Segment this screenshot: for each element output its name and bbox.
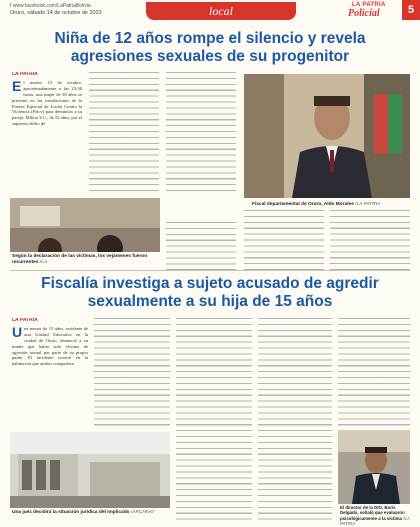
brand-name: LA PATRIA <box>352 2 386 8</box>
article1-column-1 <box>12 72 82 194</box>
article2-lead: na menor de 15 años, residente de una Unidad Educativa en la ciudad de Oruro, denunció a su madre que había sido víctima de agresión sexual por parte de su propio padre. El incidente ocurrió en la habitación que ambos compartían <box>12 325 88 367</box>
social-link[interactable]: f www.facebook.com/LaPatriaBolivia <box>10 3 91 9</box>
article2-column-3 <box>176 318 252 522</box>
edition-date: Oruro, sábado 14 de octubre de 2023 <box>10 10 102 16</box>
article1-column-3 <box>166 72 236 194</box>
article2-photo2-caption: El director de la DIO, Boris Delgado, señaló que evaluaron psicológicamente a la víctima /LA PATRIA <box>340 505 410 526</box>
article1-headline: Niña de 12 años rompe el silencio y revela agresiones sexuales de su progenitor <box>54 30 366 65</box>
article2-photo-courthouse <box>10 432 170 508</box>
article2-headline: Fiscalía investiga a sujeto acusado de agredir sexualmente a su hija de 15 años <box>41 275 379 310</box>
brand-section: Policial <box>348 8 380 19</box>
article1-column-2 <box>89 72 159 194</box>
section-tab <box>146 2 296 20</box>
victims-image <box>10 198 160 252</box>
article1-lead: l martes 13 de octubre, aproximadamente a las 23:30 horas, una mujer de 30 años se presentó en las instalaciones de la Fuerza Especial de Lucha Contra la Violencia (Felcv) para denunciar a su pareja, Milton V.C., de 52 años, por el supuesto delito de <box>12 79 82 127</box>
article2-column-5 <box>338 318 410 426</box>
article1-photo-victims <box>10 198 160 252</box>
section-label: local <box>209 4 233 18</box>
article1-column-4 <box>244 210 324 270</box>
article1-photo1-caption: Según la declaración de las víctimas, los vejámenes fueron recurrentes /LA <box>12 254 148 265</box>
article1-column-5 <box>330 210 410 270</box>
article-divider <box>10 270 410 271</box>
article1-column-3b <box>166 222 236 270</box>
article1-photo-prosecutor <box>244 74 410 198</box>
director-image <box>338 430 410 504</box>
article1-dropcap: E <box>12 77 22 94</box>
article2-column-1 <box>12 318 88 430</box>
courthouse-image <box>10 432 170 508</box>
page-number: 5 <box>402 0 420 20</box>
prosecutor-image <box>244 74 410 198</box>
article1-photo2-caption: Fiscal departamental de Oruro, Aldo Morales /LA PATRIA <box>252 202 381 207</box>
article2-photo1-caption: Una juez decidirá la situación jurídica del implicado /ARCHIVO <box>12 510 155 515</box>
article2-column-4 <box>258 318 332 522</box>
article2-byline: LA PATRIA <box>12 318 38 323</box>
article2-photo-director <box>338 430 410 504</box>
article2-dropcap: U <box>12 323 23 340</box>
article2-column-2 <box>94 318 170 430</box>
page-header <box>0 0 420 24</box>
article1-byline: LA PATRIA <box>12 72 38 77</box>
